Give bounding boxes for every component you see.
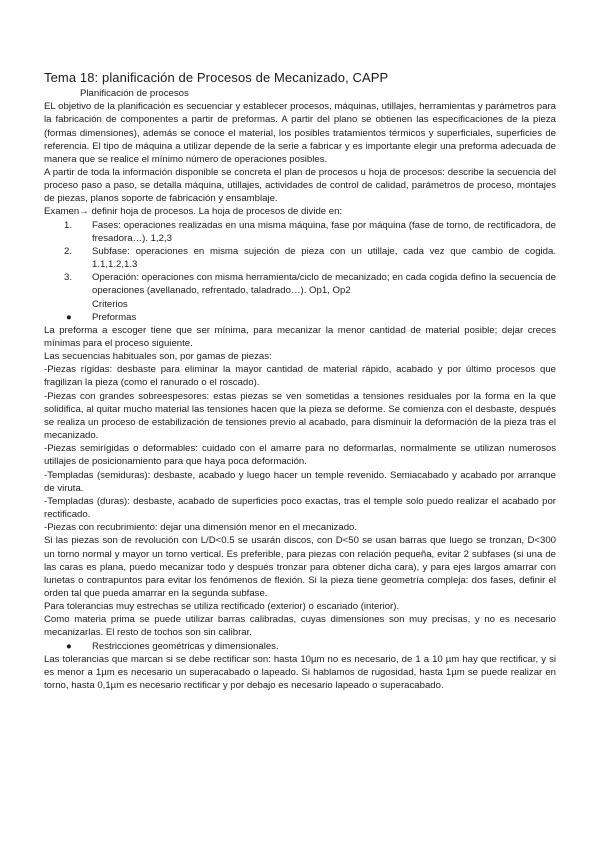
paragraph-tolerances: Para tolerancias muy estrechas se utiliza rectificado (exterior) o escariado (interior). [44, 601, 400, 613]
section-subtitle: Planificación de procesos [80, 88, 189, 99]
bullet-restrictions [44, 640, 556, 653]
paragraph-objective: EL objetivo de la planificación es secuenciar y establecer procesos, máquinas, utillajes, herramientas y parámetros para la fabricación de componentes a partir de preformas. A partir del plano se obtienen las especificaciones de la pieza (formas dimensiones), además se conoce el material, los posibles tratamientos térmicos y superficiales, superficies de referencia. El tipo de máquina a utilizar depende de la serie a fabricar y es importante elegir una preforma adecuada de manera que se realice el mínimo número de operaciones posibles. [44, 101, 556, 165]
bullet-text: Restricciones geométricas y dimensionales. [92, 640, 279, 652]
bullet-icon: ● [66, 311, 72, 323]
paragraph-raw-material: Como materia prima se puede utilizar barras calibradas, cuyas dimensiones son muy precisas, y no es necesario mecanizarlas. El resto de tochos son sin calibrar. [44, 614, 556, 639]
bullet-text: Preformas [92, 311, 137, 323]
paragraph-coated-parts: -Piezas con recubrimiento: dejar una dimensión menor en el mecanizado. [44, 522, 358, 534]
list-number: 3. [64, 272, 73, 284]
list-text: Operación: operaciones con misma herramienta/ciclo de mecanizado; en cada cogida defino la secuencia de operaciones (avellanado, refrentado, taladrado…). Op1, Op2 [92, 272, 556, 297]
process-division-list [44, 219, 556, 298]
list-item [44, 271, 556, 297]
bullet-icon: ● [66, 640, 72, 652]
list-number: 1. [64, 219, 73, 231]
page-title: Tema 18: planificación de Procesos de Mecanizado, CAPP [44, 70, 389, 85]
paragraph-tempered-semihard: -Templadas (semiduras): desbaste, acabado y luego hacer un temple revenido. Semiacabado y acabado por arranque de viruta. [44, 469, 556, 494]
criterios-heading: Criterios [92, 298, 128, 310]
paragraph-tempered-hard: -Templadas (duras): desbaste, acabado de superficies poco exactas, tras el temple solo puedo realizar el acabado por rectificado. [44, 495, 556, 521]
list-item [44, 245, 556, 271]
paragraph-semirigid-parts: -Piezas semirígidas o deformables: cuidado con el amarre para no deformarlas, normalmente se utilizan numerosos utillajes de posicionamiento para que haya poca deformación. [44, 443, 556, 468]
paragraph-process-plan: A partir de toda la información disponible se concreta el plan de procesos u hoja de procesos: describe la secuencia del proceso paso a paso, se detalla máquina, utillajes, actividades de control de calidad, parámetros de proceso, montajes de piezas, planos soporte de fabricación y ensamblaje. [44, 166, 556, 205]
list-text: Subfase: operaciones en misma sujeción de pieza con un utillaje, cada vez que cambio de cogida. 1.1,1.2,1.3 [92, 245, 556, 271]
paragraph-preform: La preforma a escoger tiene que ser mínima, para mecanizar la menor cantidad de material posible; dejar creces mínimas para el proceso siguiente. [44, 324, 556, 350]
paragraph-rigid-parts: -Piezas rígidas: desbaste para eliminar la mayor cantidad de material rápido, acabado y por último procesos que fragilizan la pieza (como el ranurado o el roscado). [44, 364, 556, 389]
list-text: Fases: operaciones realizadas en una misma máquina, fase por máquina (fase de torno, de rectificadora, de fresadora…). 1,2,3 [92, 219, 556, 244]
paragraph-sequences: Las secuencias habituales son, por gamas de piezas: [44, 351, 272, 363]
paragraph-revolution-parts: Si las piezas son de revolución con L/D<0.5 se usarán discos, con D<50 se usan barras que luego se tronzan, D<300 un torno normal y mayor un torno vertical. Es preferible, para piezas con relación pequeña, evitar 2 subfases (si una de las caras es plana, puedo mecanizar todo y después tronzar para obtener dicha cara), y para ejes largos amarrar con lunetas o contrapuntos para evitar los fenómenos de flexión. Si la pieza tiene geometría compleja: dos fases, definir el orden tal que pueda amarrar en la segunda subfase. [44, 535, 556, 599]
bullet-preformas [44, 311, 556, 324]
paragraph-thick-parts: -Piezas con grandes sobreespesores: estas piezas se ven sometidas a tensiones residuales por la forma en la que solidifica, al quitar mucho material las tensiones hacen que la pieza se deforme. Se comienza con el desbaste, después se realiza un proceso de estabilización de tensiones previo al acabado, para disminuir la deformación de la pieza tras el mecanizado. [44, 390, 556, 442]
paragraph-rectify-tolerances: Las tolerancias que marcan si se debe rectificar son: hasta 10µm no es necesario, de 1 a 10 µm hay que rectificar, y si es menor a 1µm es necesario un superacabado o lapeado. Si hablamos de rugosidad, hasta 1µm se puede realizar en torno, hasta 0,1µm es necesario rectificar y por debajo es necesario lapeado o superacabado. [44, 653, 556, 692]
list-item [44, 219, 556, 245]
list-number: 2. [64, 245, 73, 257]
paragraph-exam-note: Examen→ definir hoja de procesos. La hoja de procesos de divide en: [44, 206, 343, 218]
